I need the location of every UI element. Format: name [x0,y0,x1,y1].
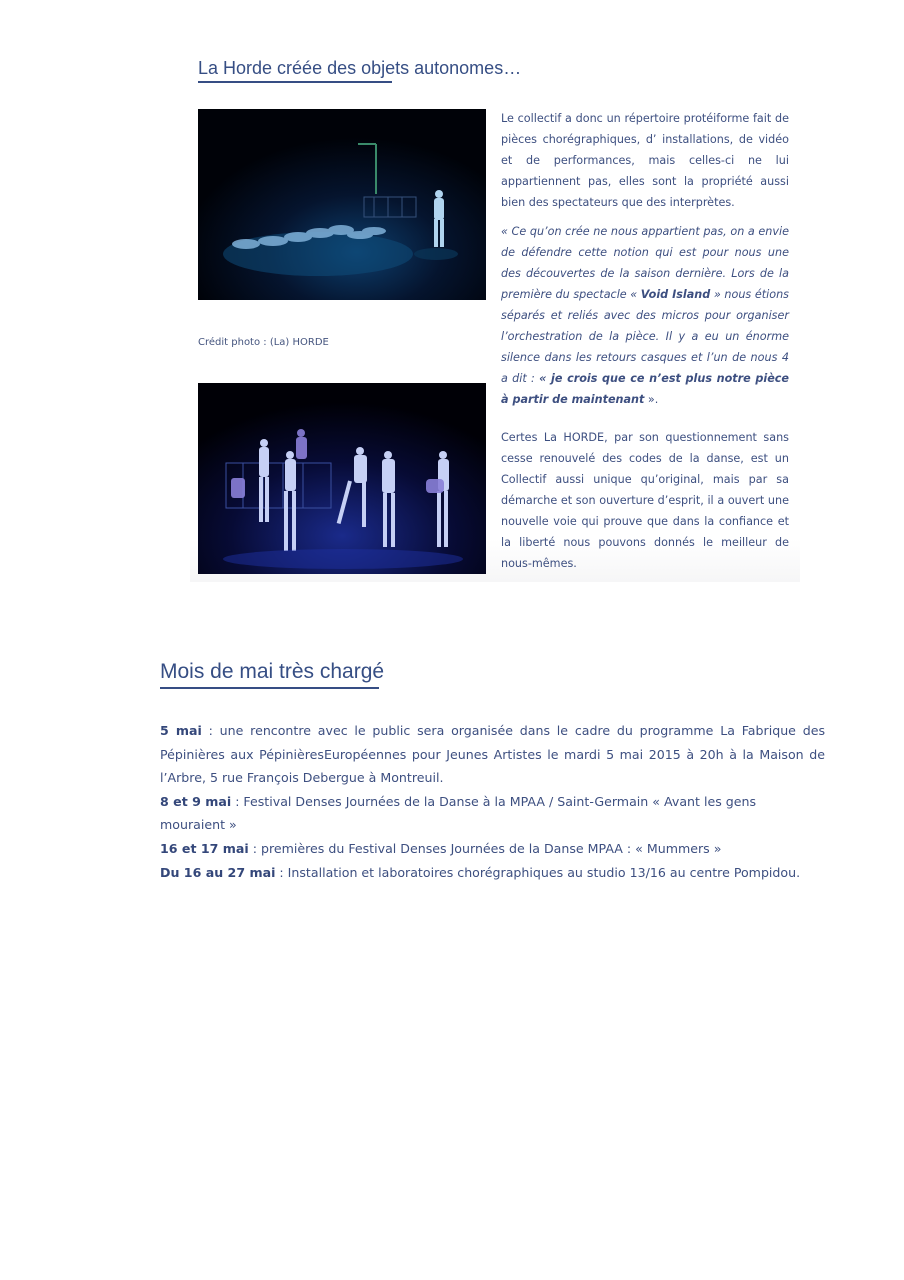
paragraph-conclusion: Certes La HORDE, par son questionnement sans cesse renouvelé des codes de la danse, est un Collectif aussi unique qu’original, mais par sa démarche et son ouverture d’esprit, il a ouvert une nouvelle voie qui prouve que dans la confiance et la liberté nous pouvons donnés le meilleur de nous-mêmes. [501,431,789,570]
quote-part: » nous étions séparés et reliés avec des micros pour organiser l’orchestration de la pièce. Il y a eu un énorme silence dans les retours casques et l’un de nous 4 a dit : [501,288,789,385]
section-heading: La Horde créée des objets autonomes… [198,58,522,78]
quote-emphasis: « je crois que ce n’est plus notre pièce à partir de maintenant [501,372,789,406]
event-text: : une rencontre avec le public sera organisée dans le cadre du programme La Fabrique des Pépinières aux PépinièresEuropéennes pour Jeunes Artistes le mardi 5 mai 2015 à 20h à la Maison de l’Arbre, 5 rue François Debergue à Montreuil. [160,723,826,786]
heading-underline [198,81,392,83]
photo-dancers-floor [198,109,486,300]
quote-part: ». [644,393,659,406]
article-text-column [501,108,789,418]
event-text: : premières du Festival Denses Journées de la Danse MPAA : « Mummers » [248,840,722,856]
event-item [160,719,825,790]
event-text: : Installation et laboratoires chorégraphiques au studio 13/16 au centre Pompidou. [275,864,801,880]
photo-dancers-stage [198,383,486,574]
quote-part: « Ce qu’on crée ne nous appartient pas, on a envie de défendre cette notion qui est pour nous une des découvertes de la saison dernière. Lors de la première du spectacle « [501,225,789,301]
events-list [160,719,825,884]
event-date: 16 et 17 mai [160,840,249,856]
article-section-la-horde [190,48,800,582]
event-item [160,790,825,837]
event-date: 5 mai [160,723,202,738]
heading-underline [160,687,379,689]
event-item [160,837,825,861]
event-date: Du 16 au 27 mai [160,864,276,880]
article-text-column-2 [501,427,789,582]
event-item [160,861,825,885]
event-date: 8 et 9 mai [160,793,232,809]
quote-title-void-island: Void Island [640,288,711,301]
section-heading-mai: Mois de mai très chargé [160,660,385,683]
paragraph-repertoire: Le collectif a donc un répertoire protéiforme fait de pièces chorégraphiques, d’ installations, de vidéo et de performances, mais celles-ci ne lui appartiennent pas, elles sont la propriété aussi bien des spectateurs que des interprètes. [501,112,789,209]
event-text: : Festival Denses Journées de la Danse à la MPAA / Saint-Germain « Avant les gens mouraient » [160,793,757,833]
photo-credit: Crédit photo : (La) HORDE [198,337,329,348]
paragraph-quote [501,221,789,410]
